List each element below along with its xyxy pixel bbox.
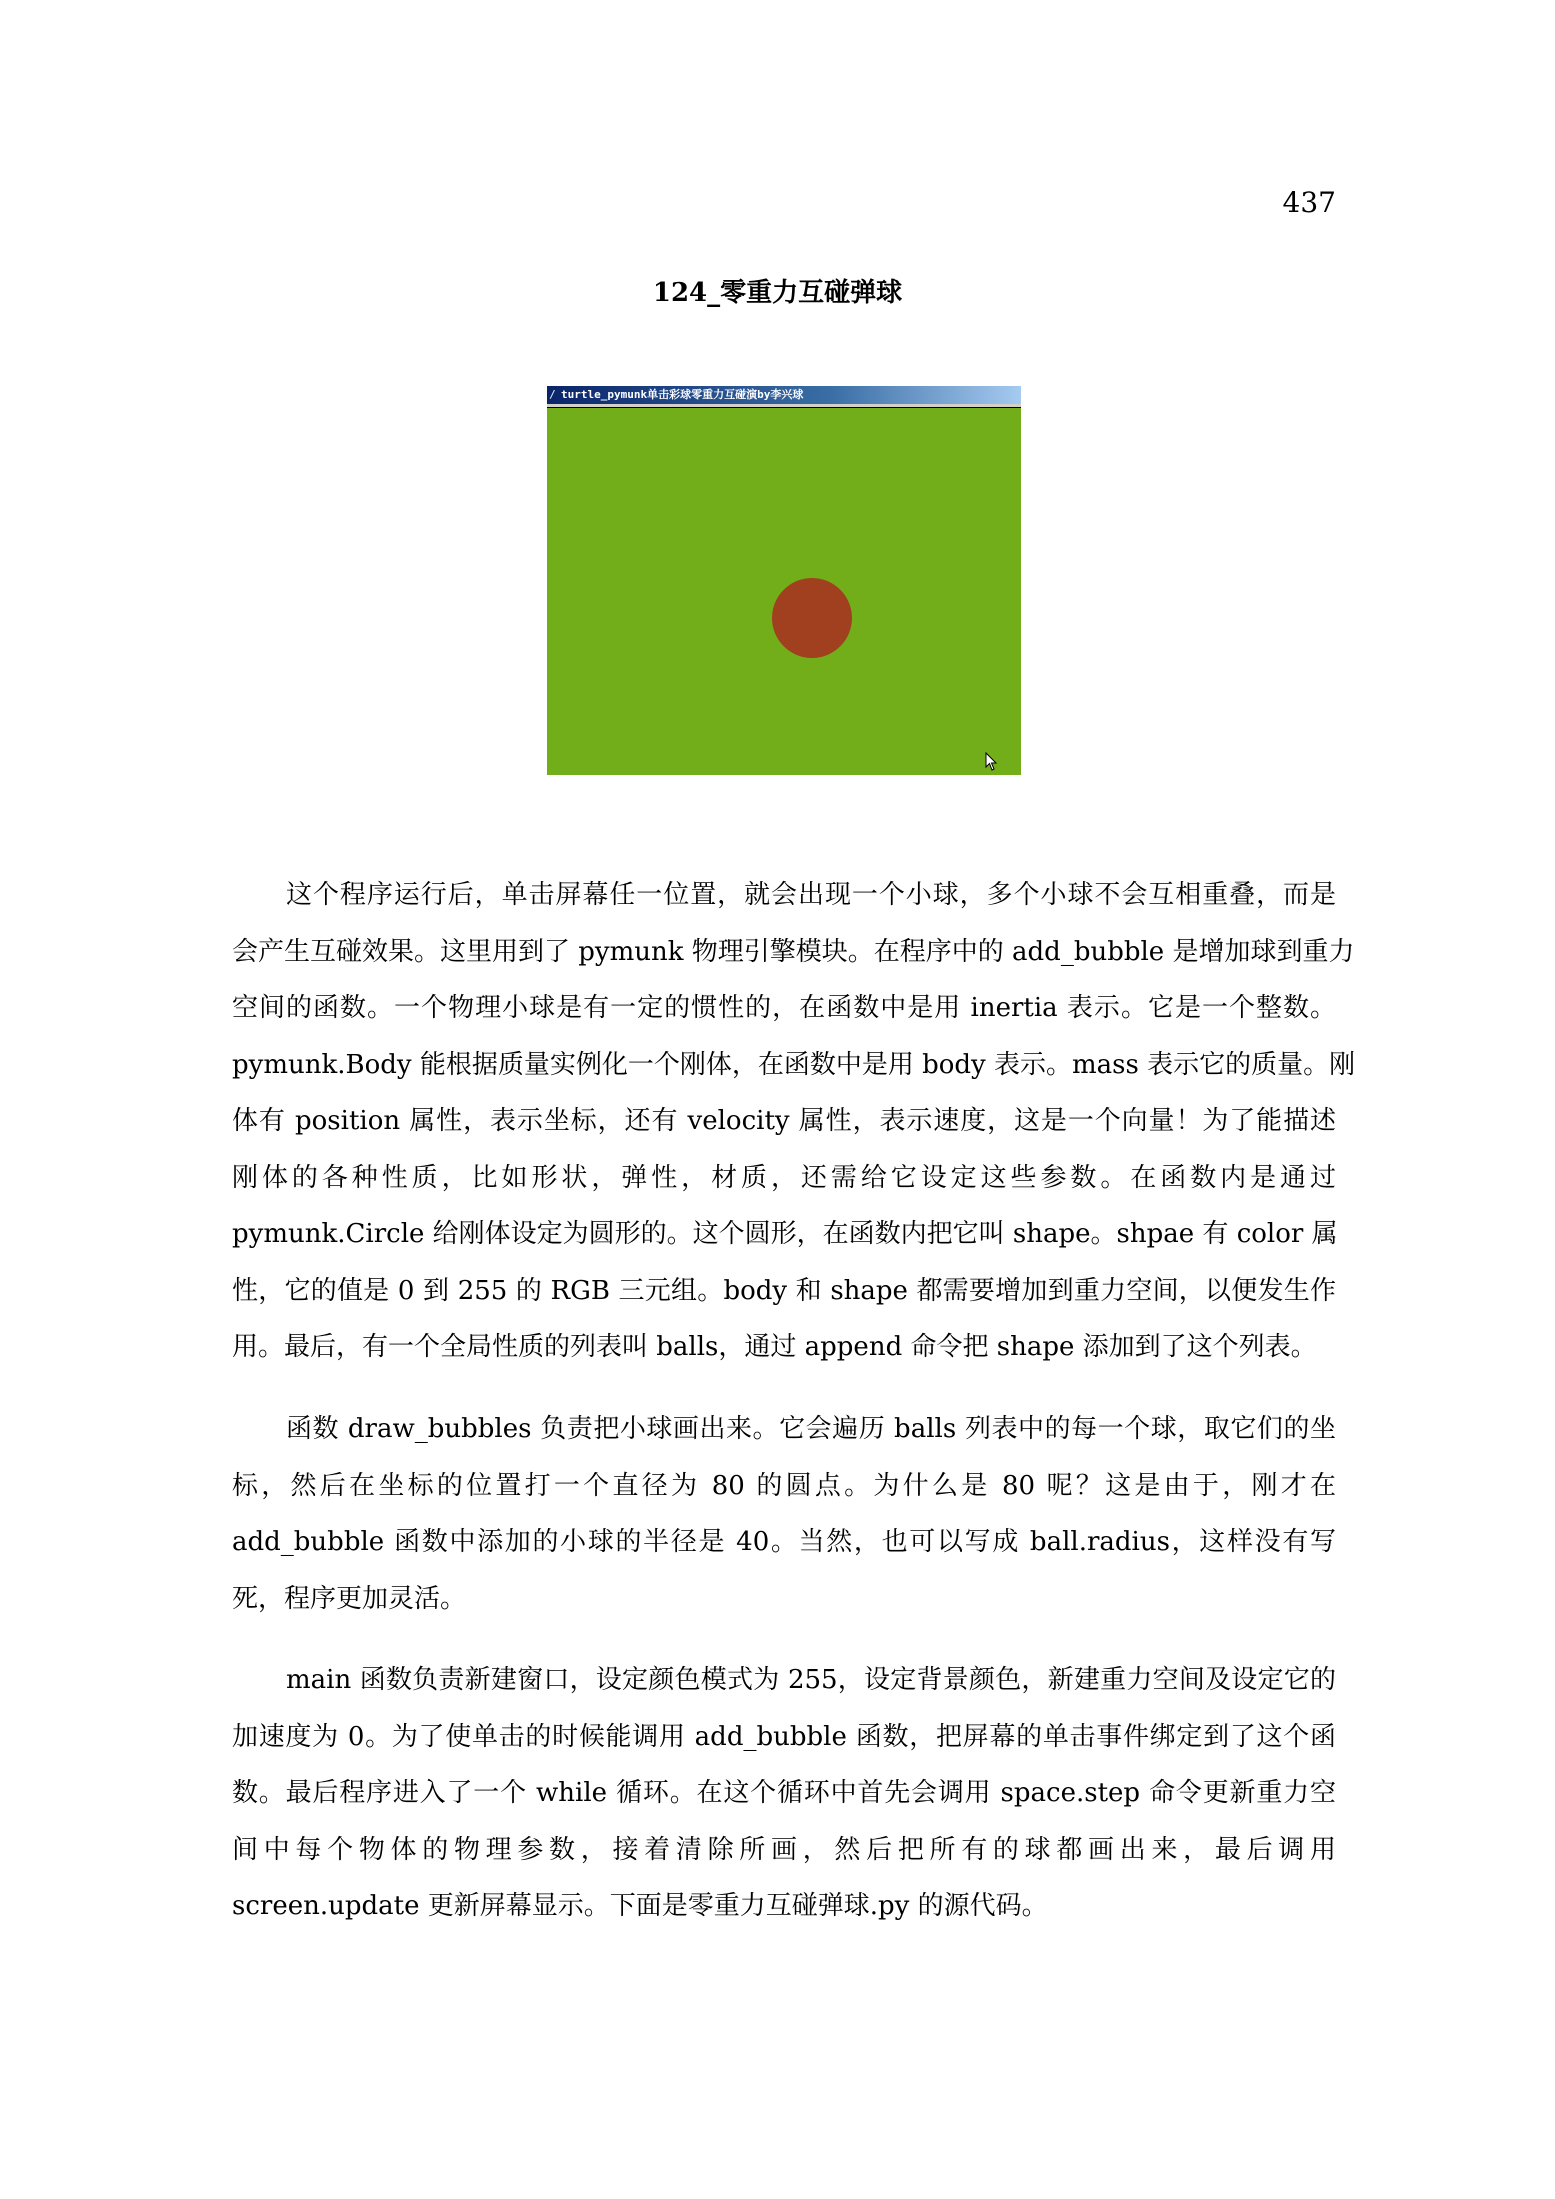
text-line: 会产生互碰效果。这里用到了 pymunk 物理引擎模块。在程序中的 add_bubble 是增加球到重力 (232, 936, 1355, 967)
text-line: add_bubble 函数中添加的小球的半径是 40。当然，也可以写成 ball.radius，这样没有写 (232, 1527, 1336, 1557)
ball-circle (772, 578, 852, 658)
text-line: 间中每个物体的物理参数，接着清除所画，然后把所有的球都画出来，最后调用 (232, 1834, 1336, 1865)
titlebar-separator (547, 404, 1021, 408)
paragraph-1 (232, 867, 1356, 1376)
paragraph-3 (232, 1652, 1336, 1935)
paragraph-2 (232, 1401, 1336, 1627)
mouse-cursor-icon (985, 752, 999, 772)
text-line: 刚体的各种性质，比如形状，弹性，材质，还需给它设定这些参数。在函数内是通过 (232, 1162, 1336, 1193)
text-line: screen.update 更新屏幕显示。下面是零重力互碰弹球.py 的源代码。 (232, 1891, 1048, 1921)
text-line: 这个程序运行后，单击屏幕任一位置，就会出现一个小球，多个小球不会互相重叠，而是 (286, 880, 1336, 910)
text-line: 函数 draw_bubbles 负责把小球画出来。它会遍历 balls 列表中的每一个球，取它们的坐 (286, 1414, 1336, 1444)
window-title: turtle_pymunk单击彩球零重力互碰演by李兴球 (561, 388, 804, 401)
text-line: 用。最后，有一个全局性质的列表叫 balls，通过 append 命令把 shape 添加到了这个列表。 (232, 1332, 1317, 1362)
page-number: 437 (1282, 186, 1336, 219)
text-line: pymunk.Circle 给刚体设定为圆形的。这个圆形，在函数内把它叫 shape。shpae 有 color 属 (232, 1219, 1338, 1249)
text-line: pymunk.Body 能根据质量实例化一个刚体，在函数中是用 body 表示。mass 表示它的质量。刚 (232, 1049, 1356, 1080)
text-line: main 函数负责新建窗口，设定颜色模式为 255，设定背景颜色，新建重力空间及设定它的 (286, 1665, 1336, 1695)
app-icon: / (549, 388, 556, 401)
text-line: 空间的函数。一个物理小球是有一定的惯性的，在函数中是用 inertia 表示。它是一个整数。 (232, 993, 1336, 1023)
window-titlebar (547, 386, 1021, 404)
screenshot-figure (547, 386, 1021, 775)
text-line: 标，然后在坐标的位置打一个直径为 80 的圆点。为什么是 80 呢？这是由于，刚才在 (232, 1470, 1336, 1501)
text-line: 性，它的值是 0 到 255 的 RGB 三元组。body 和 shape 都需要增加到重力空间，以便发生作 (232, 1275, 1336, 1306)
text-line: 加速度为 0。为了使单击的时候能调用 add_bubble 函数，把屏幕的单击事件绑定到了这个函 (232, 1721, 1336, 1752)
section-title: 124_零重力互碰弹球 (652, 278, 903, 308)
text-line: 死，程序更加灵活。 (232, 1583, 467, 1614)
text-line: 体有 position 属性，表示坐标，还有 velocity 属性，表示速度，这是一个向量！为了能描述 (232, 1106, 1336, 1136)
text-line: 数。最后程序进入了一个 while 循环。在这个循环中首先会调用 space.step 命令更新重力空 (232, 1778, 1336, 1808)
